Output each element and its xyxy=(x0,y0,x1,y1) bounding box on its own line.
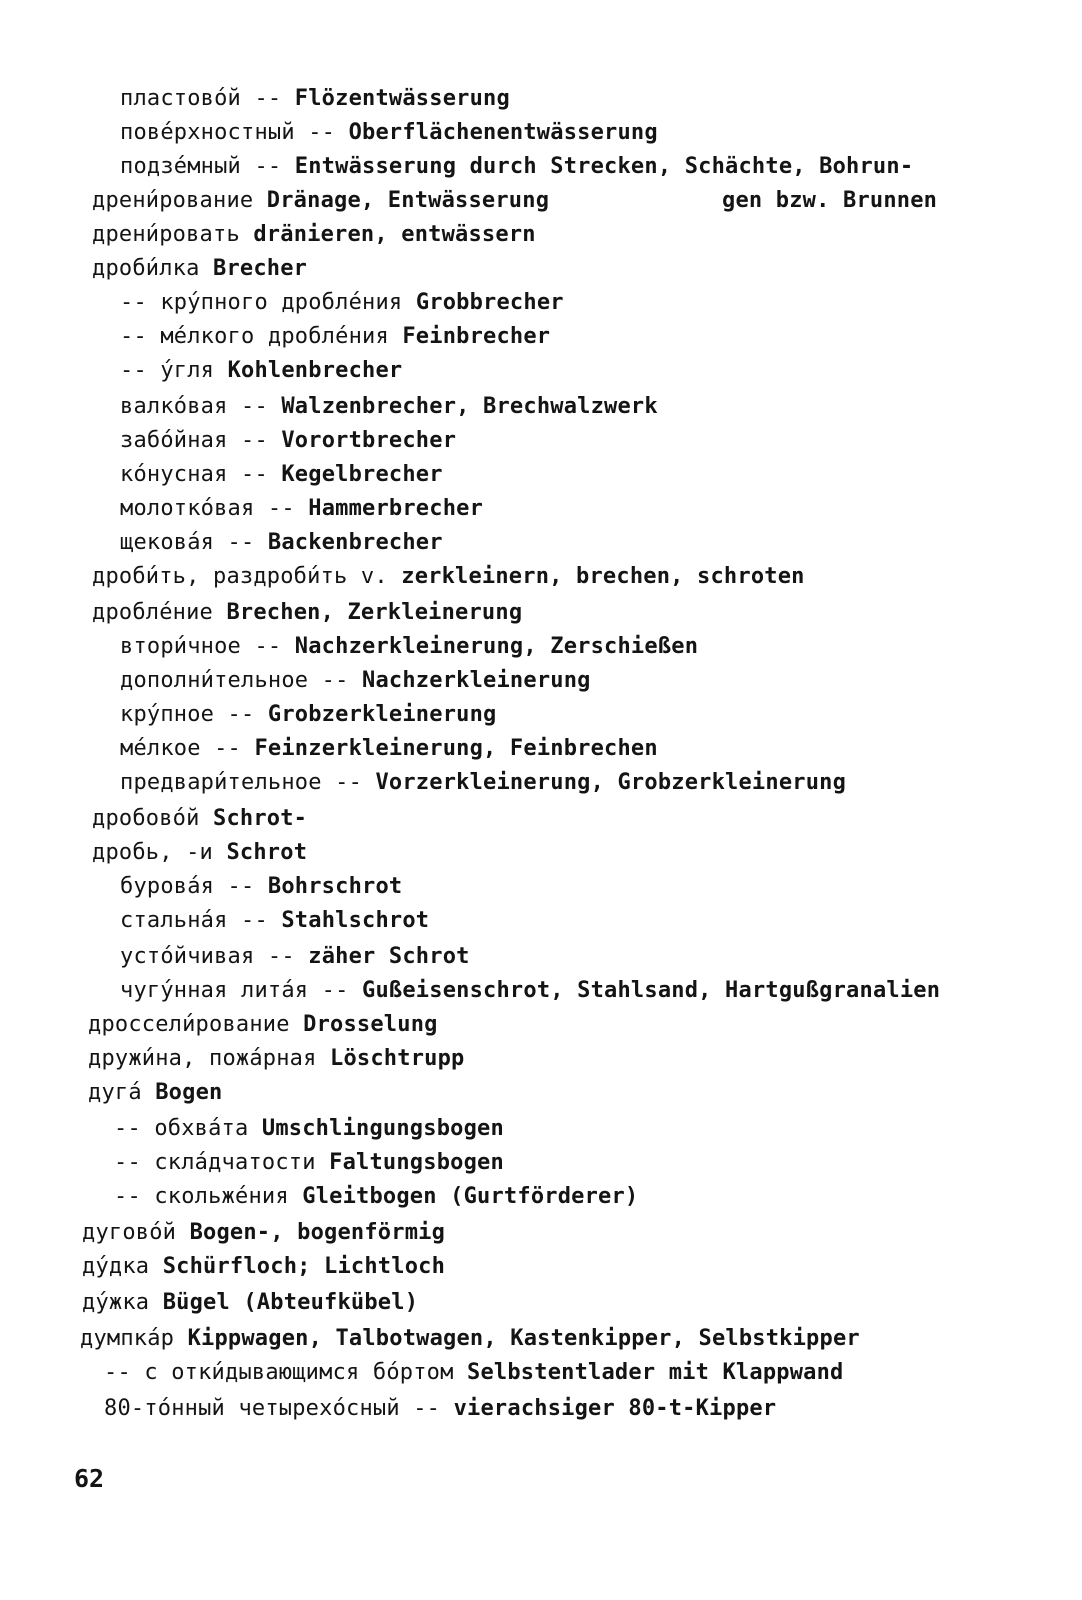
german-translation: Brecher xyxy=(213,256,308,281)
entry-line xyxy=(88,1078,222,1108)
russian-term: ко́нусная -- xyxy=(120,462,268,487)
entry-line xyxy=(120,460,443,490)
german-translation: Schrot xyxy=(226,840,308,865)
german-translation: dränieren, entwässern xyxy=(253,222,536,247)
entry-line xyxy=(120,528,443,558)
german-translation: Nachzerkleinerung xyxy=(362,668,591,693)
entry-line xyxy=(114,1182,638,1212)
entry-line xyxy=(92,838,307,868)
german-translation: Backenbrecher xyxy=(267,530,443,555)
page-number: 62 xyxy=(74,1464,105,1493)
russian-term: дробово́й xyxy=(92,806,200,831)
entry-line xyxy=(82,1218,445,1248)
russian-term: -- с отки́дывающимся бо́ртом xyxy=(104,1360,454,1385)
german-translation: Flözentwässerung xyxy=(294,86,510,111)
german-translation: Umschlingungsbogen xyxy=(261,1116,504,1141)
entry-line xyxy=(92,562,805,592)
entry-line xyxy=(120,84,510,114)
german-translation: Bogen xyxy=(155,1080,223,1105)
german-translation: Vorzerkleinerung, Grobzerkleinerung xyxy=(375,770,847,795)
german-translation: Walzenbrecher, Brechwalzwerk xyxy=(281,394,658,419)
german-translation: Brechen, Zerkleinerung xyxy=(226,600,523,625)
entry-line xyxy=(92,254,307,284)
german-translation: Oberflächenentwässerung xyxy=(348,120,658,145)
german-translation: zerkleinern, brechen, schroten xyxy=(401,564,805,589)
entry-line xyxy=(120,666,591,696)
russian-term: ме́лкое -- xyxy=(120,736,242,761)
german-translation: Schrot- xyxy=(213,806,308,831)
entry-line xyxy=(120,426,456,456)
entry-line xyxy=(104,1358,844,1388)
german-translation: Dränage, Entwässerung xyxy=(266,188,550,213)
russian-term: дополни́тельное -- xyxy=(120,668,349,693)
german-translation: Feinzerkleinerung, Feinbrechen xyxy=(254,736,658,761)
entry-line xyxy=(120,734,658,764)
russian-term: -- обхва́та xyxy=(114,1116,249,1141)
russian-term: дроби́лка xyxy=(92,256,200,281)
german-translation: Drosselung xyxy=(303,1012,438,1037)
german-translation: Bügel (Abteufkübel) xyxy=(162,1290,419,1315)
entry-line xyxy=(104,1394,776,1424)
entry-line xyxy=(120,152,913,182)
entry-line xyxy=(92,598,522,628)
entry-line xyxy=(82,1252,445,1282)
russian-term: чугу́нная лита́я -- xyxy=(120,978,349,1003)
entry-line xyxy=(120,976,940,1006)
russian-term: -- скла́дчатости xyxy=(114,1150,316,1175)
russian-term: пластово́й -- xyxy=(120,86,282,111)
german-translation: Entwässerung durch Strecken, Schächte, Bohrun- xyxy=(294,154,914,179)
german-translation: zäher Schrot xyxy=(308,944,470,969)
german-translation: Stahlschrot xyxy=(281,908,430,933)
entry-line xyxy=(92,804,307,834)
entry-line xyxy=(88,1010,438,1040)
entry-line xyxy=(120,392,658,422)
russian-term: дроссели́рование xyxy=(88,1012,290,1037)
russian-term: кру́пное -- xyxy=(120,702,255,727)
russian-term: 80-то́нный четырехо́сный -- xyxy=(104,1396,441,1421)
german-translation: Vorortbrecher xyxy=(281,428,457,453)
continuation-text: gen bzw. Brunnen xyxy=(722,188,938,213)
entry-line xyxy=(82,1288,418,1318)
german-translation: Selbstentlader mit Klappwand xyxy=(467,1360,844,1385)
entry-line xyxy=(120,322,550,352)
russian-term: дуга́ xyxy=(88,1080,142,1105)
german-translation: Gußeisenschrot, Stahlsand, Hartgußgranalien xyxy=(362,978,941,1003)
german-translation: Faltungsbogen xyxy=(329,1150,504,1175)
russian-term: -- скольже́ния xyxy=(114,1184,289,1209)
german-translation: Grobbrecher xyxy=(415,290,564,315)
entry-line xyxy=(120,632,698,662)
russian-term: дружи́на, пожа́рная xyxy=(88,1046,317,1071)
russian-term: -- ме́лкого дробле́ния xyxy=(120,324,389,349)
russian-term: втори́чное -- xyxy=(120,634,282,659)
german-translation: Gleitbogen (Gurtförderer) xyxy=(302,1184,639,1209)
entry-line xyxy=(114,1148,504,1178)
russian-term: стальна́я -- xyxy=(120,908,268,933)
russian-term: думпка́р xyxy=(80,1326,175,1351)
russian-term: предвари́тельное -- xyxy=(120,770,363,795)
russian-term: молотко́вая -- xyxy=(120,496,295,521)
entry-line xyxy=(120,356,402,386)
entry-line xyxy=(120,942,470,972)
entry-line xyxy=(120,288,564,318)
entry-line xyxy=(120,700,496,730)
russian-term: пове́рхностный -- xyxy=(120,120,336,145)
russian-term: усто́йчивая -- xyxy=(120,944,295,969)
entry-line xyxy=(120,906,429,936)
german-translation: Hammerbrecher xyxy=(308,496,484,521)
russian-term: ду́жка xyxy=(82,1290,150,1315)
russian-term: подзе́мный -- xyxy=(120,154,282,179)
russian-term: дробь, -и xyxy=(92,840,214,865)
russian-term: дугово́й xyxy=(82,1220,177,1245)
russian-term: щекова́я -- xyxy=(120,530,255,555)
entry-line xyxy=(120,872,402,902)
russian-term: дрени́ровать xyxy=(92,222,240,247)
german-translation: Kegelbrecher xyxy=(281,462,443,487)
russian-term: забо́йная -- xyxy=(120,428,268,453)
entry-line xyxy=(114,1114,504,1144)
entry-line xyxy=(120,768,846,798)
entry-line xyxy=(92,186,549,216)
entry-line xyxy=(120,494,483,524)
russian-term: -- у́гля xyxy=(120,358,215,383)
entry-line xyxy=(80,1324,860,1354)
german-translation: Kippwagen, Talbotwagen, Kastenkipper, Selbstkipper xyxy=(187,1326,860,1351)
german-translation: Löschtrupp xyxy=(330,1046,465,1071)
entry-line xyxy=(88,1044,464,1074)
russian-term: -- кру́пного дробле́ния xyxy=(120,290,403,315)
russian-term: дробле́ние xyxy=(92,600,214,625)
entry-line xyxy=(120,118,658,148)
german-translation: Bogen-, bogenförmig xyxy=(189,1220,446,1245)
russian-term: валко́вая -- xyxy=(120,394,268,419)
german-translation: Schürfloch; Lichtloch xyxy=(162,1254,446,1279)
russian-term: ду́дка xyxy=(82,1254,150,1279)
german-translation: Bohrschrot xyxy=(267,874,403,899)
german-translation: Nachzerkleinerung, Zerschießen xyxy=(294,634,699,659)
german-translation: Grobzerkleinerung xyxy=(267,702,497,727)
german-translation: Kohlenbrecher xyxy=(227,358,403,383)
russian-term: дрени́рование xyxy=(92,188,254,213)
russian-term: дроби́ть, раздроби́ть v. xyxy=(92,564,388,589)
german-translation: vierachsiger 80-t-Kipper xyxy=(453,1396,777,1421)
entry-line xyxy=(92,220,536,250)
russian-term: бурова́я -- xyxy=(120,874,255,899)
german-translation: Feinbrecher xyxy=(402,324,551,349)
